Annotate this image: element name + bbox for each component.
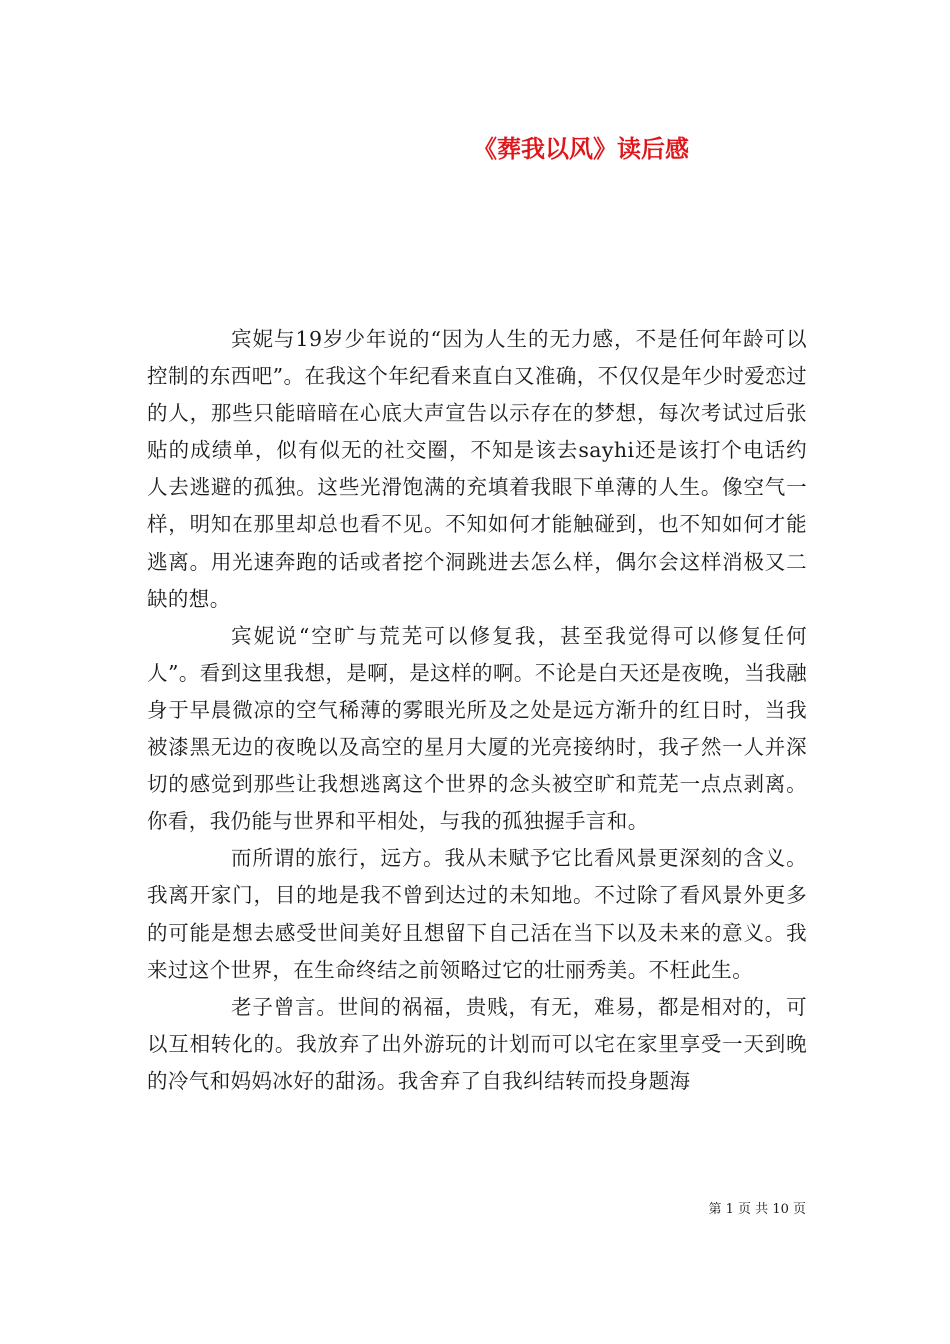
paragraph-1: 宾妮与19岁少年说的“因为人生的无力感，不是任何年龄可以控制的东西吧”。在我这个年纪看来直白又准确，不仅仅是年少时爱恋过的人，那些只能暗暗在心底大声宣告以示存在的梦想，每次考试过后张贴的成绩单，似有似无的社交圈，不知是该去sayhi还是该打个电话约人去逃避的孤独。这些光滑饱满的充填着我眼下单薄的人生。像空气一样，明知在那里却总也看不见。不知如何才能触碰到，也不知如何才能逃离。用光速奔跑的话或者挖个洞跳进去怎么样，偶尔会这样消极又二缺的想。 [147,327,807,611]
document-body [147,321,807,1100]
page-number-footer: 第 1 页 共 10 页 [708,1202,806,1217]
paragraph-3: 而所谓的旅行，远方。我从未赋予它比看风景更深刻的含义。我离开家门，目的地是我不曾到达过的未知地。不过除了看风景外更多的可能是想去感受世间美好且想留下自己活在当下以及未来的意义。我来过这个世界，在生命终结之前领略过它的壮丽秀美。不枉此生。 [147,846,807,982]
paragraph-2: 宾妮说“空旷与荒芜可以修复我，甚至我觉得可以修复任何人”。看到这里我想，是啊，是这样的啊。不论是白天还是夜晚，当我融身于早晨微凉的空气稀薄的雾眼光所及之处是远方渐升的红日时，当我被漆黑无边的夜晚以及高空的星月大厦的光亮接纳时，我孑然一人并深切的感觉到那些让我想逃离这个世界的念头被空旷和荒芜一点点剥离。你看，我仍能与世界和平相处，与我的孤独握手言和。 [147,623,807,834]
paragraph-4: 老子曾言。世间的祸福，贵贱，有无，难易，都是相对的，可以互相转化的。我放弃了出外游玩的计划而可以宅在家里享受一天到晚的冷气和妈妈冰好的甜汤。我舍弃了自我纠结转而投身题海 [147,994,807,1093]
document-title: 《葬我以风》读后感 [473,135,689,163]
